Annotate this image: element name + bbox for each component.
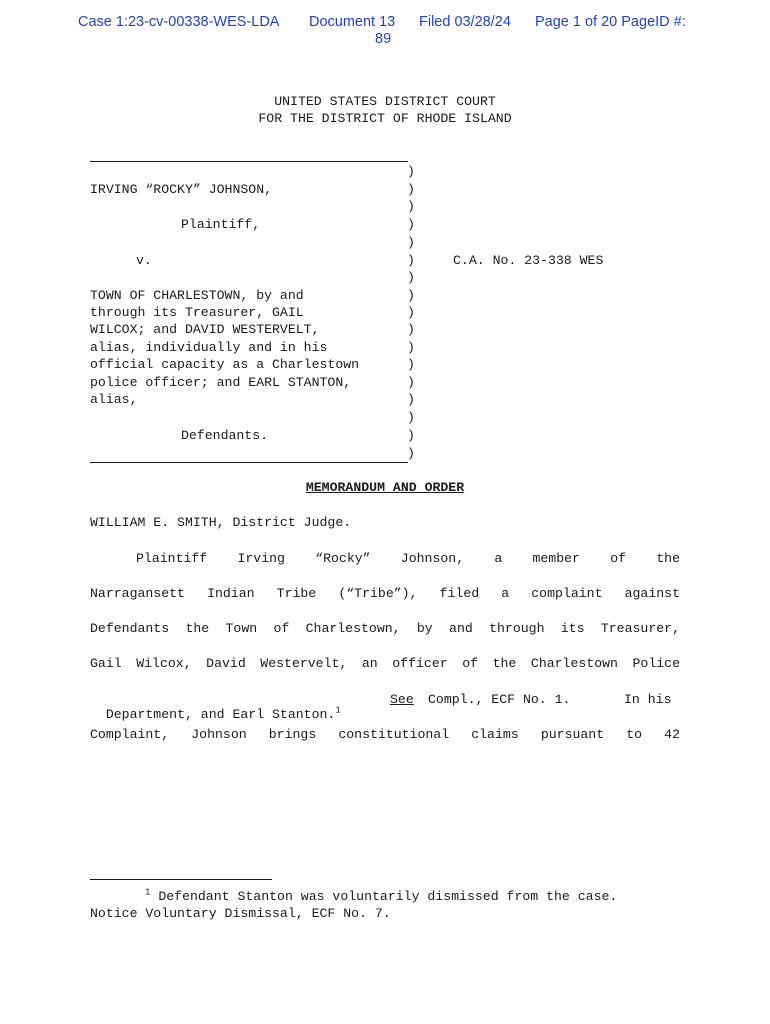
see-signal: See [390,692,414,707]
body-line: Gail Wilcox, David Westervelt, an officer of the Charlestown Police [90,656,680,671]
footnote-ref: 1 [335,705,341,716]
defendants-line: through its Treasurer, GAIL [90,305,304,320]
body-line [90,692,341,722]
body-text: In his [624,692,672,707]
judge-line: WILLIAM E. SMITH, District Judge. [90,515,352,530]
caption-paren: ) [407,375,415,390]
citation: Compl., ECF No. 1. [428,692,571,707]
caption-paren: ) [407,322,415,337]
caption-paren: ) [407,410,415,425]
caption-paren: ) [407,164,415,179]
caption-paren: ) [407,305,415,320]
court-name: UNITED STATES DISTRICT COURT [274,94,496,109]
footnote-text: Defendant Stanton was voluntarily dismissed from the case. [158,889,618,904]
document-title: MEMORANDUM AND ORDER [305,480,465,495]
page-id: 89 [375,31,392,47]
case-no: C.A. No. 23-338 WES [453,253,604,268]
caption-paren: ) [407,253,415,268]
body-line: Narragansett Indian Tribe (“Tribe”), filed a complaint against [90,586,680,601]
plaintiff-label: Plaintiff, [181,217,261,232]
caption-top-rule [90,161,408,162]
plaintiff-name: IRVING “ROCKY” JOHNSON, [90,182,273,197]
body-line: Plaintiff Irving “Rocky” Johnson, a member of the [136,551,680,566]
caption-paren: ) [407,340,415,355]
document-number: Document 13 [309,14,396,30]
filed-date: Filed 03/28/24 [419,14,511,30]
caption-paren: ) [407,270,415,285]
body-line: Complaint, Johnson brings constitutional claims pursuant to 42 [90,727,680,742]
defendants-line: alias, [90,392,138,407]
caption-paren: ) [407,199,415,214]
defendants-line: WILCOX; and DAVID WESTERVELT, [90,322,320,337]
case-number: Case 1:23-cv-00338-WES-LDA [78,14,280,30]
caption-paren: ) [407,288,415,303]
versus: v. [136,253,152,268]
caption-paren: ) [407,217,415,232]
caption-paren: ) [407,446,415,461]
defendants-label: Defendants. [181,428,269,443]
caption-paren: ) [407,182,415,197]
caption-paren: ) [407,392,415,407]
defendants-line: official capacity as a Charlestown [90,357,360,372]
body-line: Defendants the Town of Charlestown, by and through its Treasurer, [90,621,680,636]
caption-paren: ) [407,428,415,443]
footnote [145,889,617,904]
caption-bottom-rule [90,462,408,463]
footnote-rule [90,879,272,880]
body-text: Department, and Earl Stanton. [105,707,336,722]
footnote-text: Notice Voluntary Dismissal, ECF No. 7. [90,906,391,921]
defendants-line: TOWN OF CHARLESTOWN, by and [90,288,304,303]
defendants-line: police officer; and EARL STANTON, [90,375,352,390]
defendants-line: alias, individually and in his [90,340,328,355]
court-district: FOR THE DISTRICT OF RHODE ISLAND [258,111,512,126]
caption-paren: ) [407,235,415,250]
footnote-marker: 1 [145,887,151,898]
caption-paren: ) [407,357,415,372]
page-indicator: Page 1 of 20 PageID #: [535,14,686,30]
